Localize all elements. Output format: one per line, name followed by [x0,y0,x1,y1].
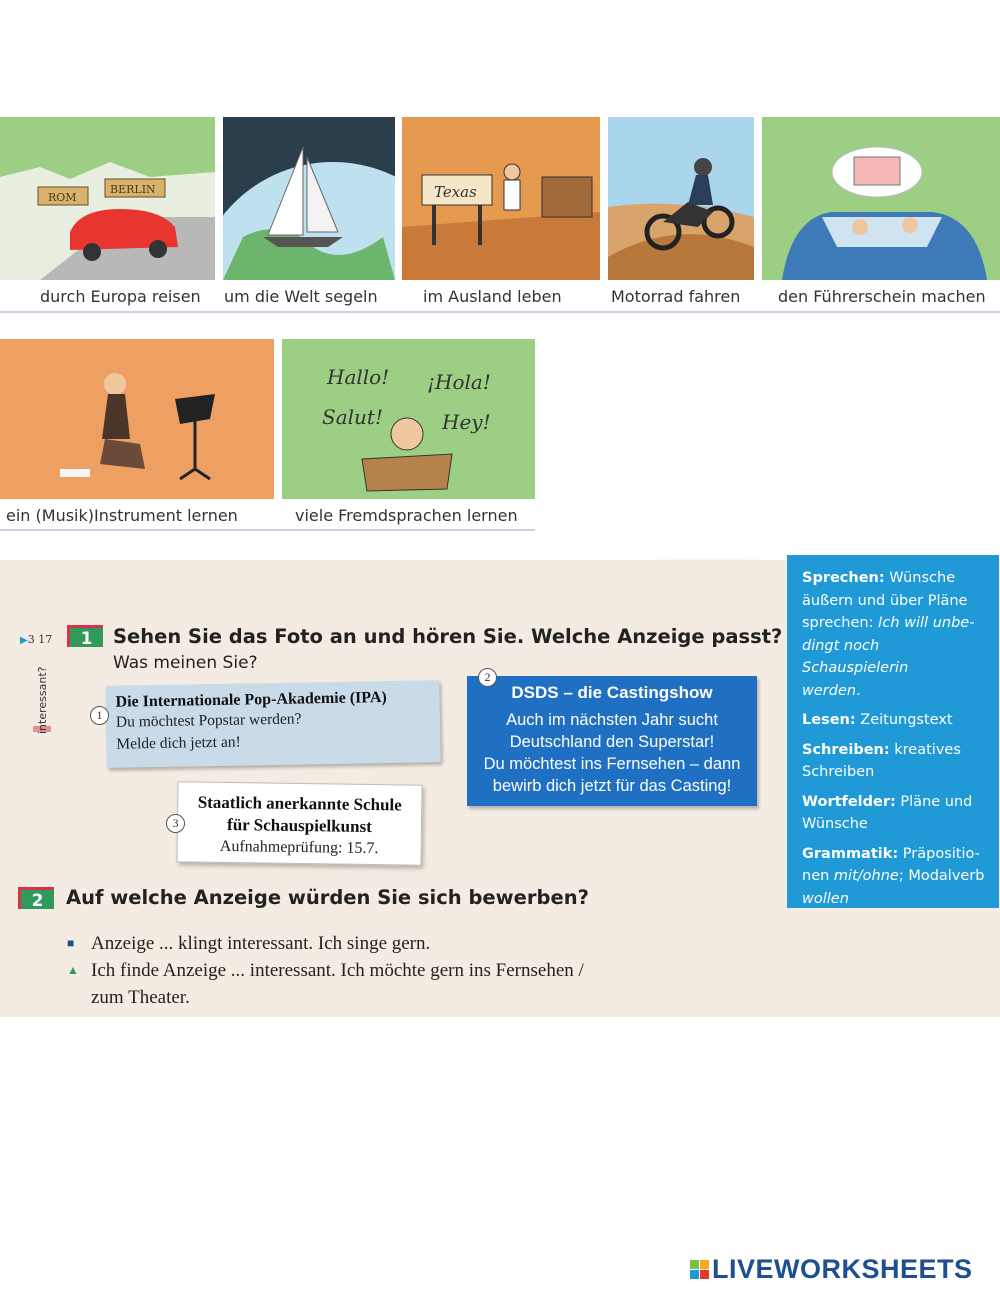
caption-europe: durch Europa reisen [40,287,201,306]
ad-acting-school[interactable] [176,781,422,865]
play-triangle-icon[interactable]: ▶ [20,635,28,646]
svg-text:BERLIN: BERLIN [110,183,156,196]
ad-3-line: Aufnahmeprüfung: 15.7. [219,837,379,858]
ad-2-line: Deutschland den Superstar! [509,733,715,751]
car-travel-illustration [0,117,215,280]
motorcycle-illustration [608,117,754,280]
liveworksheets-logo-icon [690,1260,709,1279]
caption-sailing: um die Welt segeln [224,287,378,306]
ad-1-title: Die Internationale Pop-Akademie (IPA) [115,689,387,711]
lesson-curve [0,555,790,615]
picture-languages [282,339,535,499]
audio-track-number: 3 17 [27,633,53,646]
violin-player-illustration [0,339,274,499]
goal-schreiben: Schreiben: kreatives Schreiben [802,741,961,780]
ad-3-title-line: für Schauspielkunst [226,814,372,837]
exercise-1-title: Sehen Sie das Foto an und hören Sie. Welche Anzeige passt? [113,625,783,648]
caption-languages: viele Fremdsprachen lernen [295,506,518,525]
caption-abroad: im Ausland leben [423,287,562,306]
goal-lesen: Lesen: Zeitungstext [802,712,953,728]
audio-track[interactable] [20,633,52,646]
liveworksheets-logo[interactable] [690,1253,973,1285]
ad-2-title: DSDS – die Castingshow [511,683,713,702]
ad-castingshow[interactable] [467,676,757,806]
languages-illustration [282,339,535,499]
ad-2-line: Du möchtest ins Fernsehen – dann [483,755,741,773]
bullet-text: zum Theater. [91,987,190,1008]
caption-motorcycle: Motorrad fahren [611,287,741,306]
ad-3-number: 3 [166,814,185,833]
ad-pop-academy[interactable] [105,680,440,768]
sailboat-illustration [223,117,395,280]
exercise-1-number: 1 [67,625,103,647]
ad-2-line: bewirb dich jetzt für das Casting! [492,777,732,795]
svg-text:Hey!: Hey! [442,410,491,434]
svg-text:Hallo!: Hallo! [327,365,390,389]
triangle-bullet-icon: ▲ [67,963,79,977]
lesson-goals-box [787,555,999,908]
picture-motorcycle [608,117,754,280]
side-tag [33,656,53,736]
goal-sprechen: Sprechen: Wünsche äußern und über Pläne sprechen: Ich will unbe- dingt noch Schauspielerin werden. [802,570,975,699]
exercise-2-title: Auf welche Anzeige würden Sie sich bewerben? [66,886,589,909]
caption-divider-2 [0,529,535,531]
picture-instrument [0,339,274,499]
square-bullet-icon: ■ [67,936,75,950]
answer-bullet-2 [67,957,584,1011]
caption-instrument: ein (Musik)Instrument lernen [6,506,238,525]
ad-1-line: Melde dich jetzt an! [116,733,241,753]
goal-grammatik: Grammatik: Präpositio- nen mit/ohne; Modalverb wollen [802,845,985,907]
driving-test-illustration [762,117,1000,280]
caption-divider [0,311,1000,313]
ad-2-number: 2 [478,668,497,687]
ad-1-number: 1 [90,706,109,725]
exercise-1-subtitle: Was meinen Sie? [113,653,258,673]
bullet-text: Anzeige ... klingt interessant. Ich singe gern. [91,933,431,954]
svg-text:Texas: Texas [434,183,477,201]
picture-abroad [402,117,600,280]
ad-3-title-line: Staatlich anerkannte Schule [197,792,402,815]
picture-license [762,117,1000,280]
bullet-text: Ich finde Anzeige ... interessant. Ich möchte gern ins Fernsehen / [91,960,584,981]
goal-wortfelder: Wortfelder: Pläne und Wünsche [802,793,973,832]
logo-text: LIVEWORKSHEETS [712,1253,973,1284]
picture-sailing [223,117,395,280]
picture-europe [0,117,215,280]
ad-1-line: Du möchtest Popstar werden? [115,710,302,731]
side-tag-text: interessant? [36,666,49,734]
answer-bullet-1 [67,930,431,957]
svg-text:Salut!: Salut! [322,405,383,429]
caption-license: den Führerschein machen [778,287,986,306]
svg-text:ROM: ROM [48,191,77,204]
ad-2-line: Auch im nächsten Jahr sucht [506,711,718,729]
exercise-2-number: 2 [18,887,54,909]
svg-text:¡Hola!: ¡Hola! [427,370,491,394]
texas-billboard-illustration [402,117,600,280]
